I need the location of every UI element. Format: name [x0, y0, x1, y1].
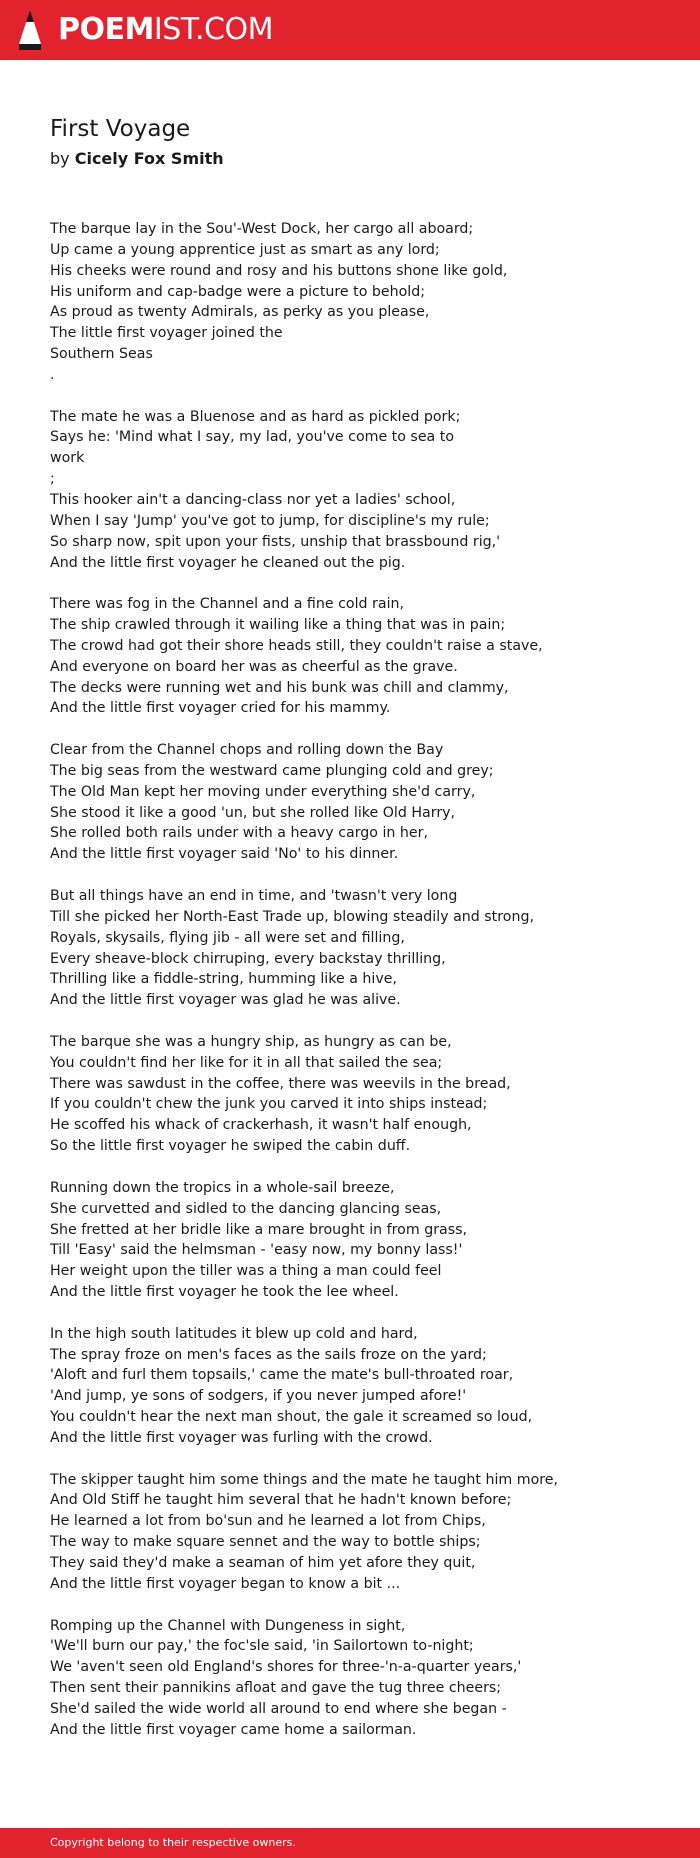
- poem-line: And the little first voyager came home a sailorman.: [50, 1721, 417, 1738]
- poem-line: So sharp now, spit upon your fists, unship that brassbound rig,': [50, 533, 501, 550]
- poem-line: And the little first voyager he cleaned out the pig.: [50, 554, 406, 571]
- poem-line: They said they'd make a seaman of him yet afore they quit,: [50, 1555, 476, 1571]
- site-logo[interactable]: [16, 8, 273, 52]
- pencil-tip-icon: [16, 8, 44, 52]
- poem-line: The big seas from the westward came plunging cold and grey;: [50, 762, 494, 779]
- poem-line: She rolled both rails under with a heavy cargo in her,: [50, 825, 428, 842]
- poem-line: Clear from the Channel chops and rolling down the Bay: [50, 742, 444, 759]
- poem-line: The decks were running wet and his bunk was chill and clammy,: [50, 679, 509, 696]
- poem-line: She'd sailed the wide world all around to end where she began -: [50, 1700, 507, 1717]
- poem-line: There was sawdust in the coffee, there was weevils in the bread,: [50, 1075, 511, 1092]
- poem-line: The little first voyager joined the: [50, 325, 283, 342]
- poem-line: So the little first voyager he swiped the cabin duff.: [50, 1138, 411, 1155]
- poem-line: And the little first voyager began to know a bit ...: [50, 1575, 401, 1592]
- poem-line: The way to make square sennet and the way to bottle ships;: [50, 1534, 481, 1551]
- poem-line: Then sent their pannikins afloat and gave the tug three cheers;: [50, 1680, 502, 1697]
- stanza-break: [50, 1157, 670, 1178]
- poem-line: The spray froze on men's faces as the sails froze on the yard;: [50, 1346, 487, 1363]
- byline-prefix: by: [50, 149, 75, 168]
- stanza-break: [50, 1303, 670, 1324]
- poem-line: 'We'll burn our pay,' the foc'sle said, 'in Sailortown to-night;: [50, 1638, 474, 1655]
- poem-line: 'Aloft and furl them topsails,' came the mate's bull-throated roar,: [50, 1367, 514, 1384]
- poem-line: If you couldn't chew the junk you carved it into ships instead;: [50, 1096, 488, 1113]
- poem-line: You couldn't find her like for it in all that sailed the sea;: [50, 1054, 443, 1071]
- poem-line: And the little first voyager said 'No' to his dinner.: [50, 846, 399, 863]
- poem-line: The ship crawled through it wailing like a thing that was in pain;: [50, 617, 506, 634]
- stanza-break: [50, 1595, 670, 1616]
- poem-line: Says he: 'Mind what I say, my lad, you've come to sea to: [50, 429, 455, 446]
- poem-body: [50, 219, 670, 1741]
- poem-line: The crowd had got their shore heads still, they couldn't raise a stave,: [50, 637, 543, 654]
- stanza-break: [50, 573, 670, 594]
- poem-line: In the high south latitudes it blew up cold and hard,: [50, 1325, 418, 1342]
- poem-line: As proud as twenty Admirals, as perky as you please,: [50, 304, 430, 321]
- poem-author: Cicely Fox Smith: [74, 149, 224, 168]
- poem-line: There was fog in the Channel and a fine cold rain,: [50, 596, 405, 613]
- poem-line: His uniform and cap-badge were a picture to behold;: [50, 283, 426, 300]
- poem-line: Southern Seas: [50, 346, 153, 363]
- poem-line: We 'aven't seen old England's shores for three-'n-a-quarter years,': [50, 1659, 522, 1676]
- poem-line: Royals, skysails, flying jib - all were set and filling,: [50, 929, 405, 946]
- poem-line: She stood it like a good 'un, but she rolled like Old Harry,: [50, 804, 456, 821]
- copyright-notice: Copyright belong to their respective owners.: [50, 1836, 296, 1849]
- poem-line: But all things have an end in time, and 'twasn't very long: [50, 888, 458, 904]
- poem-line: Up came a young apprentice just as smart as any lord;: [50, 241, 440, 258]
- poem-line: Every sheave-block chirruping, every backstay thrilling,: [50, 950, 446, 967]
- poem-line: Thrilling like a fiddle-string, humming like a hive,: [50, 971, 397, 988]
- poem-line: 'And jump, ye sons of sodgers, if you never jumped afore!': [50, 1388, 467, 1405]
- poem-line: He scoffed his whack of crackerhash, it wasn't half enough,: [50, 1117, 472, 1134]
- logo-wordmark-light: IST.COM: [153, 12, 273, 47]
- poem-line: And Old Stiff he taught him several that he hadn't known before;: [50, 1492, 512, 1509]
- stanza-break: [50, 865, 670, 886]
- poem-line: Till she picked her North-East Trade up, blowing steadily and strong,: [50, 908, 534, 925]
- poem-line: His cheeks were round and rosy and his buttons shone like gold,: [50, 262, 508, 279]
- stanza-break: [50, 1011, 670, 1032]
- site-footer: [0, 1828, 700, 1858]
- poem-line: The Old Man kept her moving under everything she'd carry,: [50, 783, 476, 800]
- poem-line: Till 'Easy' said the helmsman - 'easy now, my bonny lass!': [50, 1242, 463, 1259]
- logo-wordmark-bold: POEM: [58, 12, 154, 47]
- poem-byline: [50, 148, 224, 170]
- poem-line: When I say 'Jump' you've got to jump, for discipline's my rule;: [50, 512, 490, 529]
- stanza-break: [50, 719, 670, 740]
- poem-line: And the little first voyager cried for his mammy.: [50, 700, 391, 717]
- poem-line: .: [50, 366, 55, 383]
- poem-line: This hooker ain't a dancing-class nor yet a ladies' school,: [50, 491, 456, 508]
- poem-line: The mate he was a Bluenose and as hard as pickled pork;: [50, 408, 461, 425]
- poem-line: And everyone on board her was as cheerful as the grave.: [50, 658, 458, 675]
- poem-line: The barque lay in the Sou'-West Dock, her cargo all aboard;: [50, 221, 474, 237]
- stanza-break: [50, 386, 670, 407]
- poem-line: Running down the tropics in a whole-sail breeze,: [50, 1179, 395, 1196]
- poem-line: He learned a lot from bo'sun and he learned a lot from Chips,: [50, 1513, 486, 1530]
- poem-line: You couldn't hear the next man shout, the gale it screamed so loud,: [50, 1409, 533, 1426]
- poem-line: The barque she was a hungry ship, as hungry as can be,: [50, 1033, 452, 1050]
- poem-title: First Voyage: [50, 116, 191, 142]
- stanza-break: [50, 1449, 670, 1470]
- poem-line: work: [50, 450, 85, 467]
- logo-wordmark: [58, 8, 273, 52]
- poem-line: Romping up the Channel with Dungeness in sight,: [50, 1617, 406, 1634]
- poem-line: The skipper taught him some things and the mate he taught him more,: [50, 1471, 559, 1488]
- poem-line: She curvetted and sidled to the dancing glancing seas,: [50, 1200, 442, 1217]
- poem-line: And the little first voyager he took the lee wheel.: [50, 1284, 399, 1301]
- poem-line: And the little first voyager was glad he was alive.: [50, 992, 401, 1009]
- poem-line: And the little first voyager was furling with the crowd.: [50, 1429, 433, 1446]
- site-header: [0, 0, 700, 60]
- poem-line: ;: [50, 471, 55, 488]
- poem-line: Her weight upon the tiller was a thing a man could feel: [50, 1263, 442, 1280]
- poem-line: She fretted at her bridle like a mare brought in from grass,: [50, 1221, 468, 1238]
